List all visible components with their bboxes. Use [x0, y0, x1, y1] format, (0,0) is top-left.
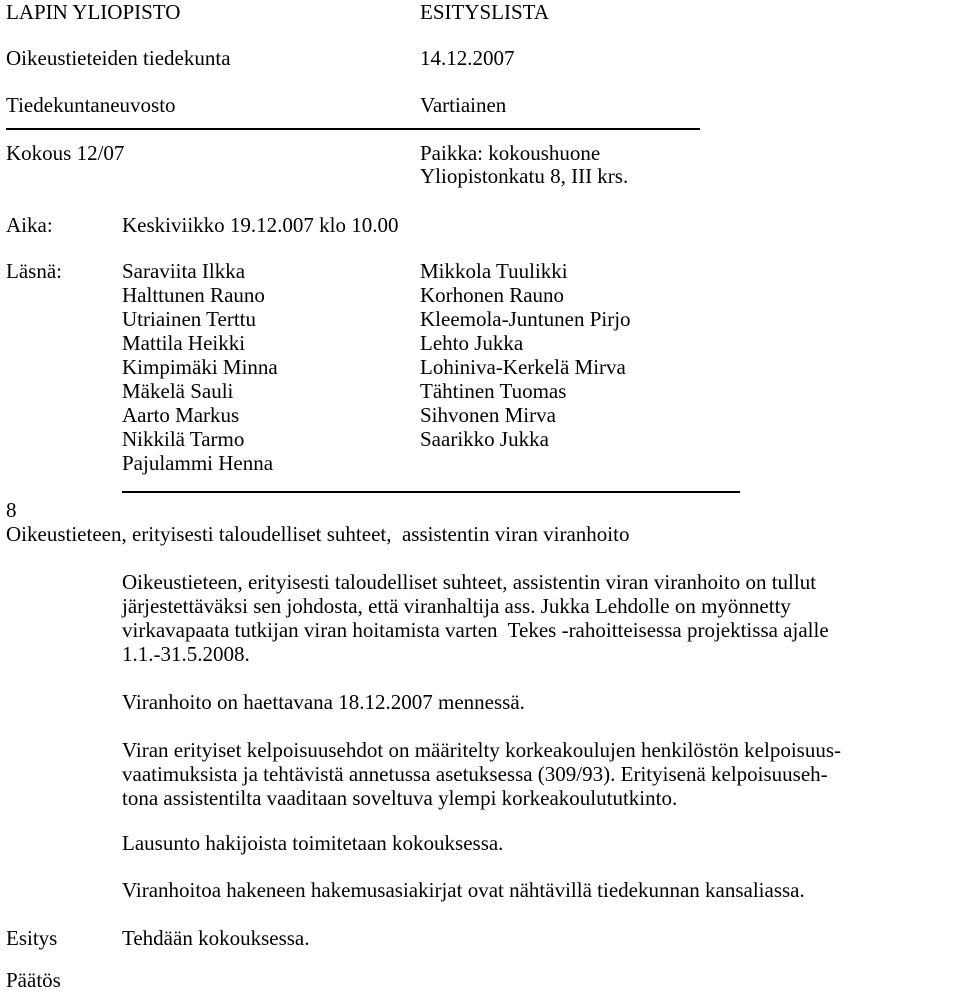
proposal-label: Esitys — [6, 926, 58, 950]
faculty-name: Oikeustieteiden tiedekunta — [6, 46, 231, 70]
item-number: 8 — [6, 498, 17, 522]
attendee-left: Utriainen Terttu — [122, 307, 257, 331]
attendee-left: Mattila Heikki — [122, 331, 246, 355]
paragraph-1-line: virkavapaata tutkijan viran hoitamista varten Tekes -rahoitteisessa projektissa ajalle — [122, 618, 829, 642]
paragraph-5: Viranhoitoa hakeneen hakemusasiakirjat ovat nähtävillä tiedekunnan kansaliassa. — [122, 878, 805, 902]
paragraph-3-line: Viran erityiset kelpoisuusehdot on määritelty korkeakoulujen henkilöstön kelpoisuus- — [122, 738, 842, 762]
attendee-right: Korhonen Rauno — [420, 283, 565, 307]
attendee-right: Tähtinen Tuomas — [420, 379, 567, 403]
author-name: Vartiainen — [420, 93, 507, 117]
attendee-left: Halttunen Rauno — [122, 283, 265, 307]
meeting-address: Yliopistonkatu 8, III krs. — [420, 164, 629, 188]
meeting-number: Kokous 12/07 — [6, 141, 125, 165]
attendee-right: Lehto Jukka — [420, 331, 524, 355]
document-date: 14.12.2007 — [420, 46, 515, 70]
header-divider — [6, 128, 700, 130]
paragraph-4: Lausunto hakijoista toimitetaan kokouksessa. — [122, 831, 504, 855]
paragraph-2: Viranhoito on haettavana 18.12.2007 mennessä. — [122, 690, 525, 714]
paragraph-1-line: 1.1.-31.5.2008. — [122, 642, 250, 666]
item-title: Oikeustieteen, erityisesti taloudelliset suhteet, assistentin viran viranhoito — [6, 522, 630, 546]
time-value: Keskiviikko 19.12.007 klo 10.00 — [122, 213, 399, 237]
attendee-left: Nikkilä Tarmo — [122, 427, 245, 451]
attendee-right: Lohiniva-Kerkelä Mirva — [420, 355, 626, 379]
attendees-label: Läsnä: — [6, 259, 62, 283]
section-divider — [122, 491, 740, 493]
attendee-left: Kimpimäki Minna — [122, 355, 278, 379]
attendee-right: Sihvonen Mirva — [420, 403, 556, 427]
time-label: Aika: — [6, 213, 53, 237]
attendee-right: Mikkola Tuulikki — [420, 259, 568, 283]
paragraph-3-line: vaatimuksista ja tehtävistä annetussa asetuksessa (309/93). Erityisenä kelpoisuuseh- — [122, 762, 828, 786]
attendee-left: Pajulammi Henna — [122, 451, 274, 475]
university-name: LAPIN YLIOPISTO — [6, 0, 181, 24]
attendee-right: Saarikko Jukka — [420, 427, 549, 451]
attendee-left: Aarto Markus — [122, 403, 240, 427]
attendee-right: Kleemola-Juntunen Pirjo — [420, 307, 631, 331]
council-name: Tiedekuntaneuvosto — [6, 93, 176, 117]
paragraph-1-line: Oikeustieteen, erityisesti taloudelliset suhteet, assistentin viran viranhoito on tullut — [122, 570, 817, 594]
decision-label: Päätös — [6, 968, 61, 992]
paragraph-1-line: järjestettäväksi sen johdosta, että viranhaltija ass. Jukka Lehdolle on myönnetty — [122, 594, 791, 618]
attendee-left: Mäkelä Sauli — [122, 379, 234, 403]
document-type: ESITYSLISTA — [420, 0, 549, 24]
proposal-text: Tehdään kokouksessa. — [122, 926, 310, 950]
meeting-place: Paikka: kokoushuone — [420, 141, 601, 165]
paragraph-3-line: tona assistentilta vaaditaan soveltuva ylempi korkeakoulututkinto. — [122, 786, 678, 810]
attendee-left: Saraviita Ilkka — [122, 259, 246, 283]
